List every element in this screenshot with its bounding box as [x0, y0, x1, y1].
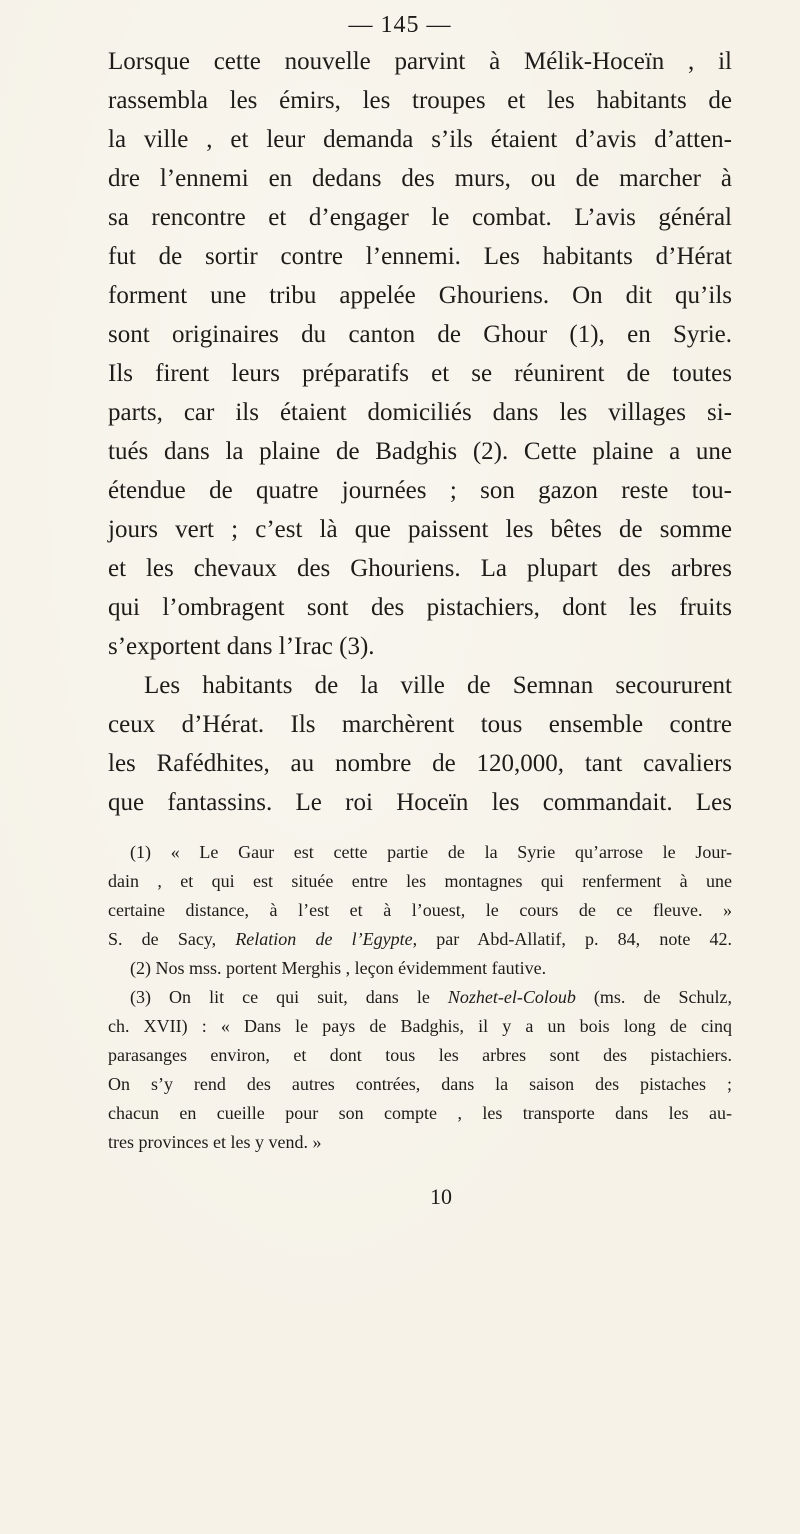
footnote-3-line	[108, 983, 732, 1012]
text-line: étendue de quatre journées ; son gazon reste tou-	[108, 477, 732, 504]
text-line: Ils firent leurs préparatifs et se réunirent de toutes	[108, 360, 732, 387]
footnote-2-line: (2) Nos mss. portent Merghis , leçon évidemment fautive.	[130, 958, 547, 978]
text-line: rassembla les émirs, les troupes et les habitants de	[108, 87, 732, 114]
text-line: parts, car ils étaient domiciliés dans les villages si-	[108, 399, 732, 426]
text-line: Lorsque cette nouvelle parvint à Mélik-Hoceïn , il	[108, 48, 732, 75]
text-line: qui l’ombragent sont des pistachiers, dont les fruits	[108, 594, 732, 621]
footnote-1-line: dain , et qui est située entre les montagnes qui renferment à une	[108, 871, 732, 891]
footnote-1-author: S. de Sacy,	[108, 929, 236, 949]
text-line: fut de sortir contre l’ennemi. Les habitants d’Hérat	[108, 243, 732, 270]
footnote-3-line: On s’y rend des autres contrées, dans la saison des pistaches ;	[108, 1074, 732, 1094]
footnote-1-reference: , par Abd-Allatif, p. 84, note 42.	[412, 929, 732, 949]
text-line: sa rencontre et d’engager le combat. L’avis général	[108, 204, 732, 231]
text-line: tués dans la plaine de Badghis (2). Cette plaine a une	[108, 438, 732, 465]
main-text	[108, 42, 732, 822]
text-line: et les chevaux des Ghouriens. La plupart des arbres	[108, 555, 732, 582]
footnote-3-manuscript: (ms. de Schulz,	[575, 987, 732, 1007]
footnote-3-line: tres provinces et les y vend. »	[108, 1132, 322, 1152]
footnote-3-work-title: Nozhet-el-Coloub	[447, 987, 576, 1007]
text-line: la ville , et leur demanda s’ils étaient d’avis d’atten-	[108, 126, 732, 153]
footnote-3-line: ch. XVII) : « Dans le pays de Badghis, il y a un bois long de cinq	[108, 1016, 732, 1036]
text-line: que fantassins. Le roi Hoceïn les commandait. Les	[108, 789, 732, 816]
text-line: ceux d’Hérat. Ils marchèrent tous ensemble contre	[108, 711, 732, 738]
text-line: dre l’ennemi en dedans des murs, ou de marcher à	[108, 165, 732, 192]
footnote-3-line: parasanges environ, et dont tous les arbres sont des pistachiers.	[108, 1045, 732, 1065]
text-line: forment une tribu appelée Ghouriens. On dit qu’ils	[108, 282, 732, 309]
text-line: les Rafédhites, au nombre de 120,000, tant cavaliers	[108, 750, 732, 777]
footnote-1-work-title: Relation de l’Egypte	[235, 929, 413, 949]
text-line: Les habitants de la ville de Semnan secoururent	[144, 672, 732, 699]
footnote-1-line: (1) « Le Gaur est cette partie de la Syrie qu’arrose le Jour-	[130, 842, 732, 862]
text-line: s’exportent dans l’Irac (3).	[108, 633, 375, 660]
footnote-1-line	[108, 925, 732, 954]
text-line: sont originaires du canton de Ghour (1), en Syrie.	[108, 321, 732, 348]
text-line: jours vert ; c’est là que paissent les bêtes de somme	[108, 516, 732, 543]
footnotes	[108, 838, 732, 1157]
gathering-signature: 10	[430, 1184, 452, 1209]
footnote-1-line: certaine distance, à l’est et à l’ouest, le cours de ce fleuve. »	[108, 900, 732, 920]
footnote-3-line: chacun en cueille pour son compte , les transporte dans les au-	[108, 1103, 732, 1123]
footnote-3-intro: (3) On lit ce qui suit, dans le	[130, 987, 448, 1007]
page-number: — 145 —	[348, 12, 452, 38]
